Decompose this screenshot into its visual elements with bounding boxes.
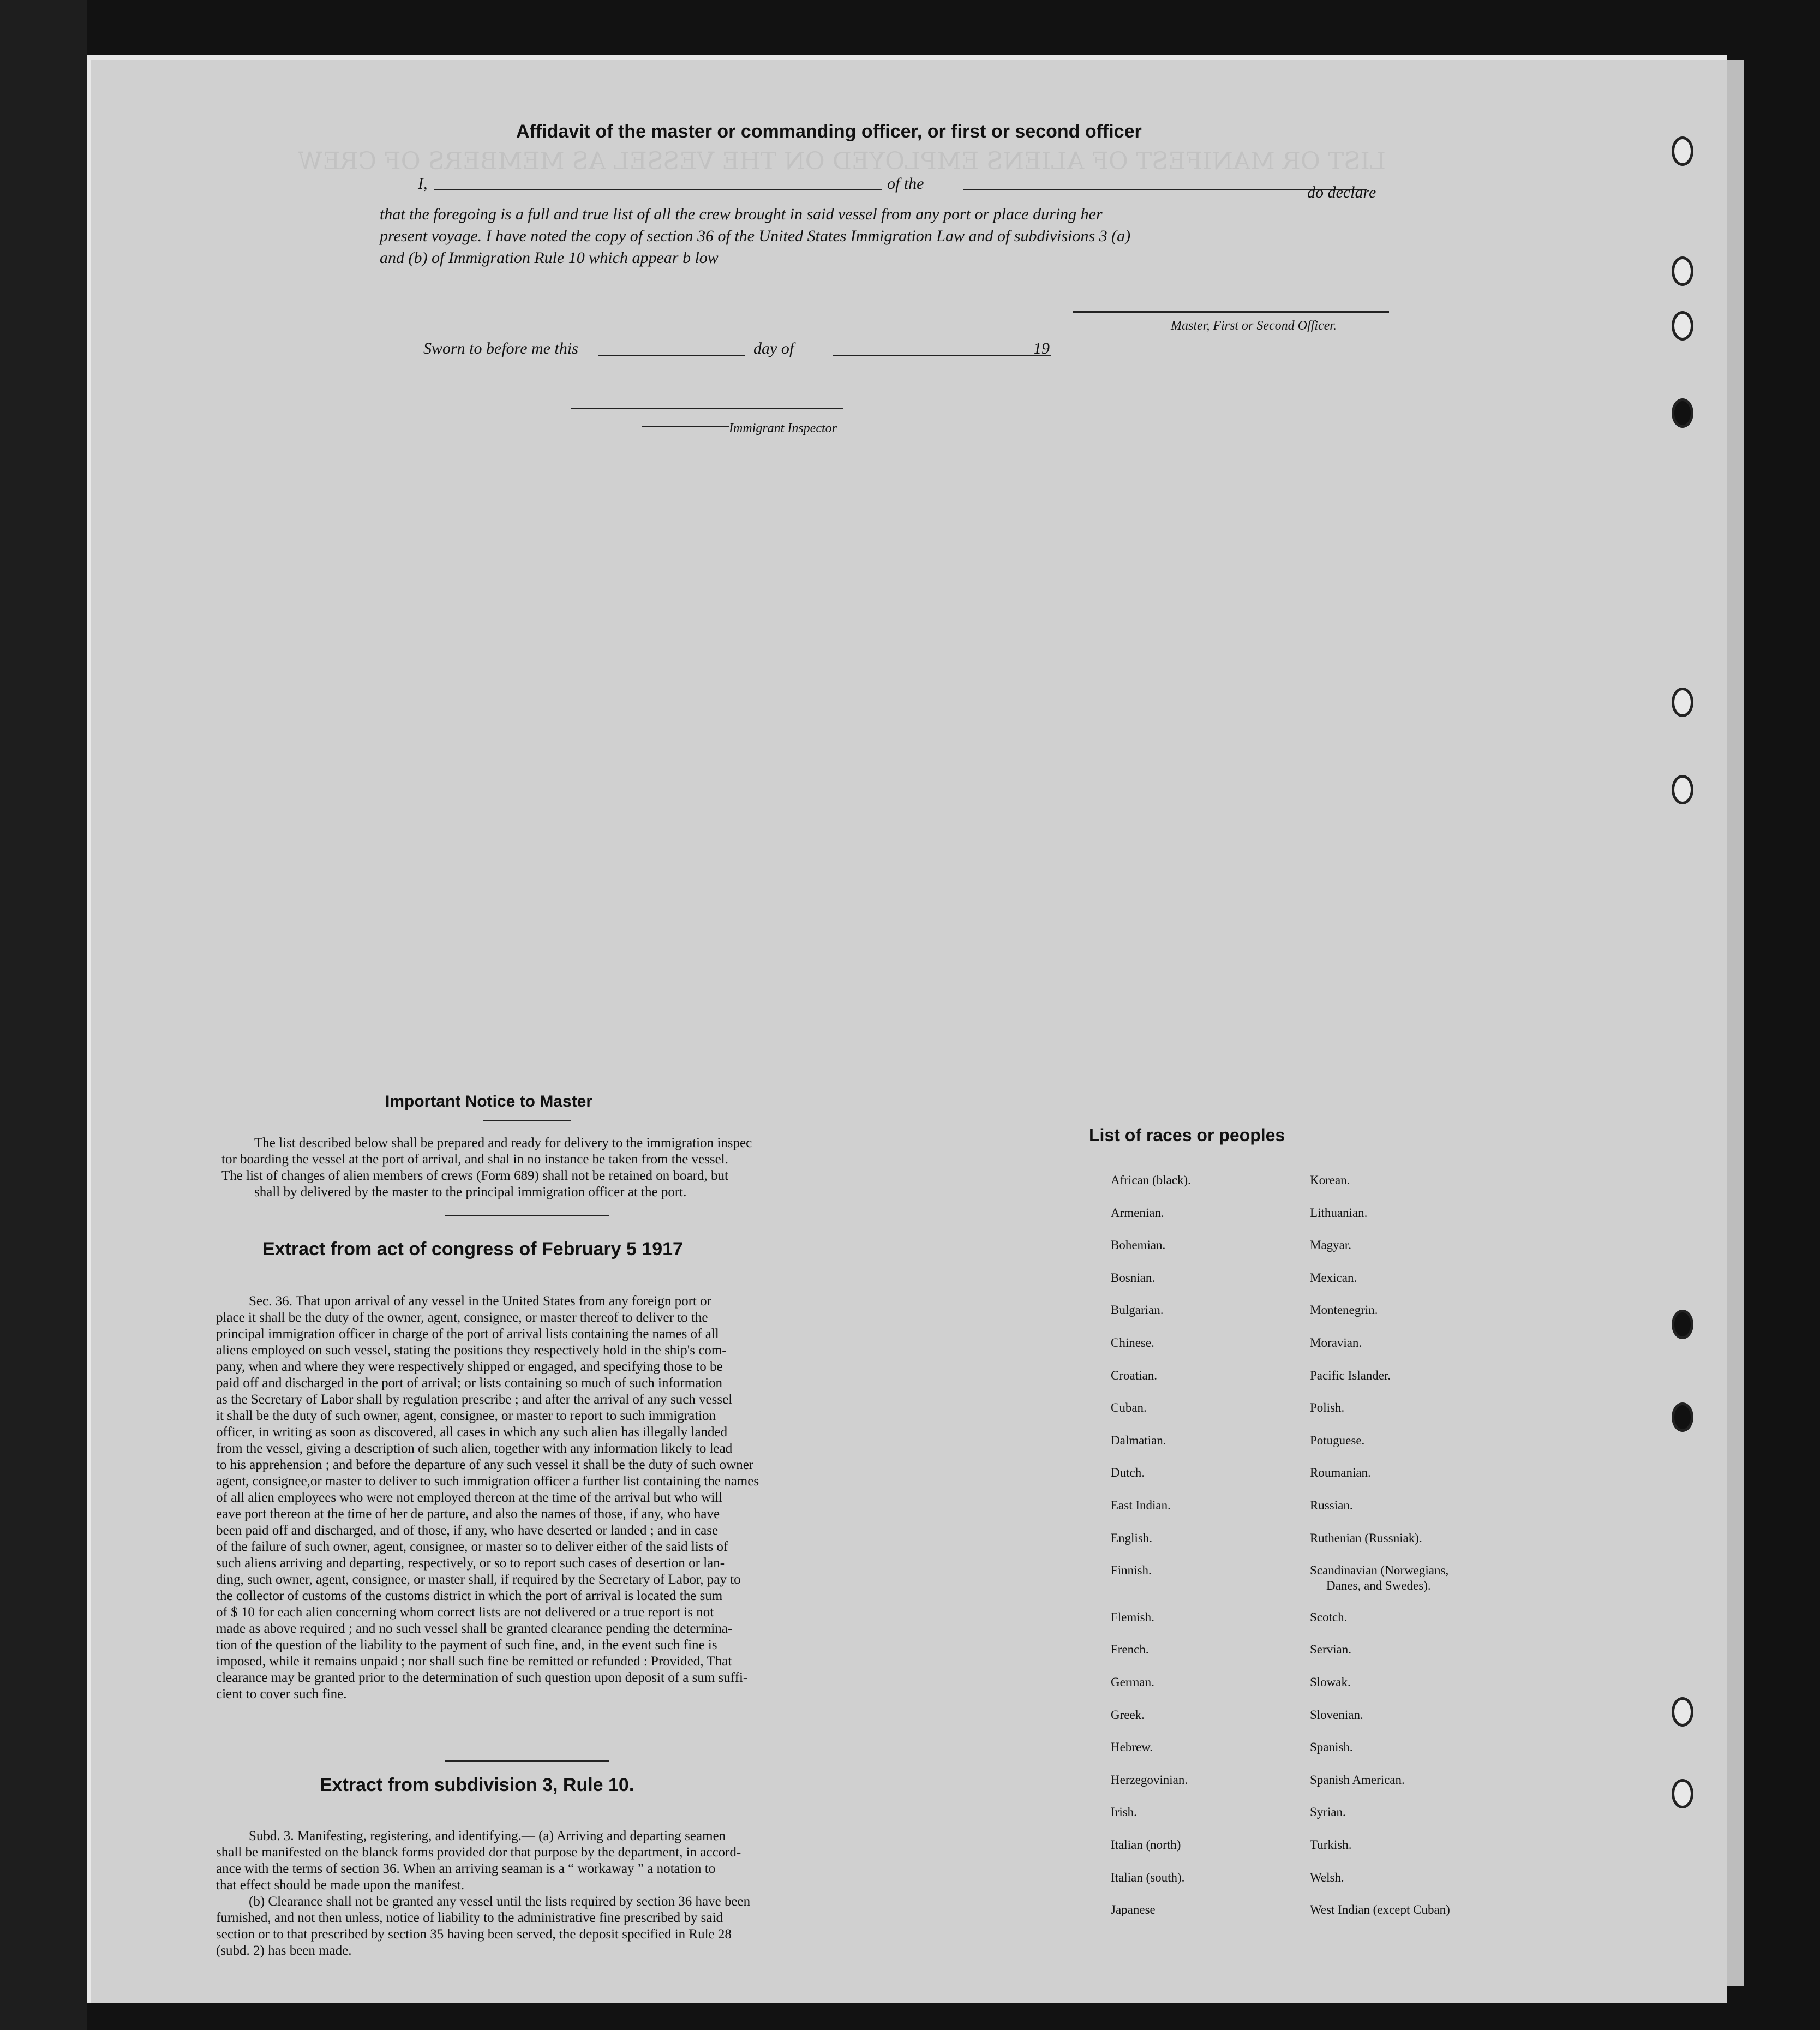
- race-item: Finnish.: [1111, 1563, 1152, 1577]
- affidavit-line-2: that the foregoing is a full and true list of all the crew brought in said vessel from any port or place during her: [380, 205, 1103, 223]
- binder-hole: [1672, 1779, 1693, 1808]
- race-item: West Indian (except Cuban): [1310, 1903, 1450, 1916]
- bleed-through-text: LIST OR MANIFEST OF ALIENS EMPLOYED ON THE VESSEL AS MEMBERS OF CREW: [298, 147, 1386, 175]
- binder-hole: [1672, 311, 1693, 341]
- race-item: Polish.: [1310, 1401, 1345, 1414]
- act-line: eave port thereon at the time of her de parture, and also the names of those, if any, who have: [216, 1507, 720, 1521]
- race-item: Spanish.: [1310, 1740, 1353, 1754]
- race-item: Korean.: [1310, 1173, 1350, 1187]
- rule-line: shall be manifested on the blanck forms provided dor that purpose by the department, in accord-: [216, 1845, 741, 1860]
- race-item: Greek.: [1111, 1708, 1145, 1722]
- act-line: pany, when and where they were respectively shipped or engaged, and specifying those to be: [216, 1359, 723, 1374]
- act-line: such aliens arriving and departing, respectively, or so to report such cases of desertion or lan-: [216, 1556, 725, 1571]
- race-item: Italian (south).: [1111, 1871, 1185, 1884]
- race-item: French.: [1111, 1643, 1149, 1656]
- race-item: Potuguese.: [1310, 1434, 1365, 1447]
- act-line: made as above required ; and no such vessel shall be granted clearance pending the determina-: [216, 1621, 733, 1636]
- race-item: Mexican.: [1310, 1271, 1357, 1285]
- binder-hole: [1672, 256, 1693, 286]
- rule-line: (b) Clearance shall not be granted any vessel until the lists required by section 36 have been: [249, 1894, 751, 1909]
- race-item: Dutch.: [1111, 1466, 1145, 1479]
- notice-title-rule: [483, 1120, 571, 1121]
- races-title: List of races or peoples: [1089, 1125, 1285, 1145]
- rule-title: Extract from subdivision 3, Rule 10.: [320, 1775, 634, 1795]
- act-line: tion of the question of the liability to the payment of such fine, and, in the event such fine is: [216, 1638, 717, 1652]
- name-line[interactable]: [434, 189, 882, 190]
- act-line: paid off and discharged in the port of arrival; or lists containing so much of such information: [216, 1376, 723, 1390]
- race-item: Scandinavian (Norwegians,: [1310, 1563, 1449, 1577]
- binder-hole: [1672, 398, 1693, 428]
- sworn-day-line[interactable]: [598, 355, 745, 356]
- act-line: aliens employed on such vessel, stating the positions they respectively hold in the ship's com-: [216, 1343, 727, 1358]
- sworn-month-line[interactable]: [833, 355, 1051, 356]
- act-paragraph: [216, 1293, 871, 1703]
- race-item: Montenegrin.: [1310, 1303, 1378, 1317]
- sworn-text: Sworn to before me this: [423, 339, 578, 357]
- race-item: Herzegovinian.: [1111, 1773, 1188, 1787]
- race-item: German.: [1111, 1675, 1154, 1689]
- rule-line: (subd. 2) has been made.: [216, 1943, 352, 1958]
- notice-line: The list of changes of alien members of crews (Form 689) shall not be retained on board, but: [221, 1168, 728, 1183]
- day-of-text: day of: [753, 339, 794, 357]
- act-line: Sec. 36. That upon arrival of any vessel in the United States from any foreign port or: [249, 1294, 711, 1309]
- race-item: English.: [1111, 1531, 1153, 1545]
- notice-line: shall by delivered by the master to the principal immigration officer at the port.: [254, 1185, 687, 1199]
- master-caption: Master, First or Second Officer.: [1171, 319, 1337, 333]
- act-line: agent, consignee,or master to deliver to such immigration officer a further list containing the names: [216, 1474, 759, 1489]
- vessel-line[interactable]: [963, 189, 1367, 190]
- act-line: to his apprehension ; and before the departure of any such vessel it shall be the duty of such owner: [216, 1458, 754, 1472]
- race-item: Roumanian.: [1310, 1466, 1371, 1479]
- binder-hole: [1672, 1310, 1693, 1339]
- section-divider: [445, 1215, 609, 1216]
- binder-hole: [1672, 688, 1693, 717]
- affidavit-line-3: present voyage. I have noted the copy of section 36 of the United States Immigration Law and of subdivisions 3 (a): [380, 227, 1131, 245]
- race-item: East Indian.: [1111, 1498, 1171, 1512]
- race-item: Pacific Islander.: [1310, 1369, 1391, 1382]
- affidavit-of-the: of the: [887, 175, 924, 193]
- affidavit-line-4: and (b) of Immigration Rule 10 which appear b low: [380, 249, 719, 267]
- race-item: Hebrew.: [1111, 1740, 1153, 1754]
- race-item: Ruthenian (Russniak).: [1310, 1531, 1422, 1545]
- race-item: Japanese: [1111, 1903, 1156, 1916]
- act-line: the collector of customs of the customs district in which the port of arrival is located the sum: [216, 1589, 723, 1603]
- rule-line: that effect should be made upon the manifest.: [216, 1878, 464, 1892]
- race-item: Servian.: [1310, 1643, 1352, 1656]
- race-item: Spanish American.: [1310, 1773, 1405, 1787]
- binder-hole: [1672, 1402, 1693, 1432]
- race-item: Armenian.: [1111, 1206, 1164, 1220]
- race-item: Italian (north): [1111, 1838, 1181, 1852]
- act-title: Extract from act of congress of February 5 1917: [262, 1239, 683, 1259]
- affidavit-title: Affidavit of the master or commanding officer, or first or second officer: [516, 121, 1142, 142]
- notice-line: The list described below shall be prepared and ready for delivery to the immigration inspec: [254, 1136, 752, 1150]
- race-item: Cuban.: [1111, 1401, 1147, 1414]
- rule-line: Subd. 3. Manifesting, registering, and identifying.— (a) Arriving and departing seamen: [249, 1829, 726, 1843]
- act-line: ding, such owner, agent, consignee, or master shall, if required by the Secretary of Labor, pay to: [216, 1572, 741, 1587]
- rule-line: furnished, and not then unless, notice of liability to the administrative fine prescribed by said: [216, 1910, 723, 1925]
- race-item: Welsh.: [1310, 1871, 1344, 1884]
- race-item: Slowak.: [1310, 1675, 1351, 1689]
- act-line: as the Secretary of Labor shall by regulation prescribe ; and after the arrival of any such vessel: [216, 1392, 733, 1407]
- affidavit-declare: do declare: [1307, 183, 1376, 201]
- race-item: African (black).: [1111, 1173, 1191, 1187]
- scan-background: [0, 0, 87, 2030]
- document-page: [87, 55, 1727, 2003]
- race-item: Bulgarian.: [1111, 1303, 1164, 1317]
- binder-hole: [1672, 775, 1693, 804]
- race-item-continuation: Danes, and Swedes).: [1326, 1579, 1431, 1592]
- race-item: Syrian.: [1310, 1805, 1346, 1819]
- inspector-caption: Immigrant Inspector: [729, 421, 837, 435]
- affidavit-I: I,: [418, 175, 428, 193]
- race-item: Lithuanian.: [1310, 1206, 1368, 1220]
- rule-paragraph: [216, 1828, 871, 1959]
- act-line: clearance may be granted prior to the determination of such question upon deposit of a sum suffi-: [216, 1670, 748, 1685]
- act-line: place it shall be the duty of the owner, agent, consignee, or master thereof to deliver to the: [216, 1310, 708, 1325]
- rule-line: section or to that prescribed by section 35 having been served, the deposit specified in Rule 28: [216, 1927, 732, 1942]
- act-line: officer, in writing as soon as discovered, all cases in which any such alien has illegally landed: [216, 1425, 728, 1440]
- inspector-short-line: [642, 426, 729, 427]
- notice-title: Important Notice to Master: [385, 1092, 593, 1110]
- race-item: Magyar.: [1310, 1238, 1352, 1252]
- race-item: Turkish.: [1310, 1838, 1352, 1852]
- race-item: Bosnian.: [1111, 1271, 1156, 1285]
- act-line: from the vessel, giving a description of such alien, together with any information likely to lead: [216, 1441, 733, 1456]
- rule-line: ance with the terms of section 36. When an arriving seaman is a “ workaway ” a notation to: [216, 1861, 716, 1876]
- race-item: Chinese.: [1111, 1336, 1154, 1350]
- act-line: principal immigration officer in charge of the port of arrival lists containing the names of all: [216, 1327, 719, 1341]
- act-line: cient to cover such fine.: [216, 1687, 347, 1701]
- race-item: Bohemian.: [1111, 1238, 1166, 1252]
- inspector-signature-line[interactable]: [571, 408, 843, 409]
- act-line: of all alien employees who were not employed thereon at the time of the arrival but who will: [216, 1490, 723, 1505]
- act-line: imposed, while it remains unpaid ; nor shall such fine be remitted or refunded : Provided, That: [216, 1654, 732, 1669]
- year-prefix: 19: [1033, 339, 1050, 357]
- race-item: Flemish.: [1111, 1610, 1154, 1624]
- race-item: Slovenian.: [1310, 1708, 1363, 1722]
- race-item: Scotch.: [1310, 1610, 1348, 1624]
- section-divider: [445, 1760, 609, 1762]
- race-item: Dalmatian.: [1111, 1434, 1166, 1447]
- master-signature-line[interactable]: [1073, 311, 1389, 313]
- act-line: been paid off and discharged, and of those, if any, who have deserted or landed ; and in case: [216, 1523, 719, 1538]
- notice-line: tor boarding the vessel at the port of arrival, and shal in no instance be taken from the vessel.: [221, 1152, 728, 1167]
- notice-paragraph: [221, 1135, 860, 1201]
- act-line: it shall be the duty of such owner, agent, consignee, or master to report to such immigration: [216, 1408, 716, 1423]
- binder-hole: [1672, 136, 1693, 166]
- race-item: Russian.: [1310, 1498, 1353, 1512]
- race-item: Irish.: [1111, 1805, 1137, 1819]
- binder-hole: [1672, 1697, 1693, 1727]
- act-line: of $ 10 for each alien concerning whom correct lists are not delivered or a true report is not: [216, 1605, 714, 1620]
- race-item: Croatian.: [1111, 1369, 1157, 1382]
- race-item: Moravian.: [1310, 1336, 1362, 1350]
- act-line: of the failure of such owner, agent, consignee, or master so to deliver either of the said lists of: [216, 1539, 728, 1554]
